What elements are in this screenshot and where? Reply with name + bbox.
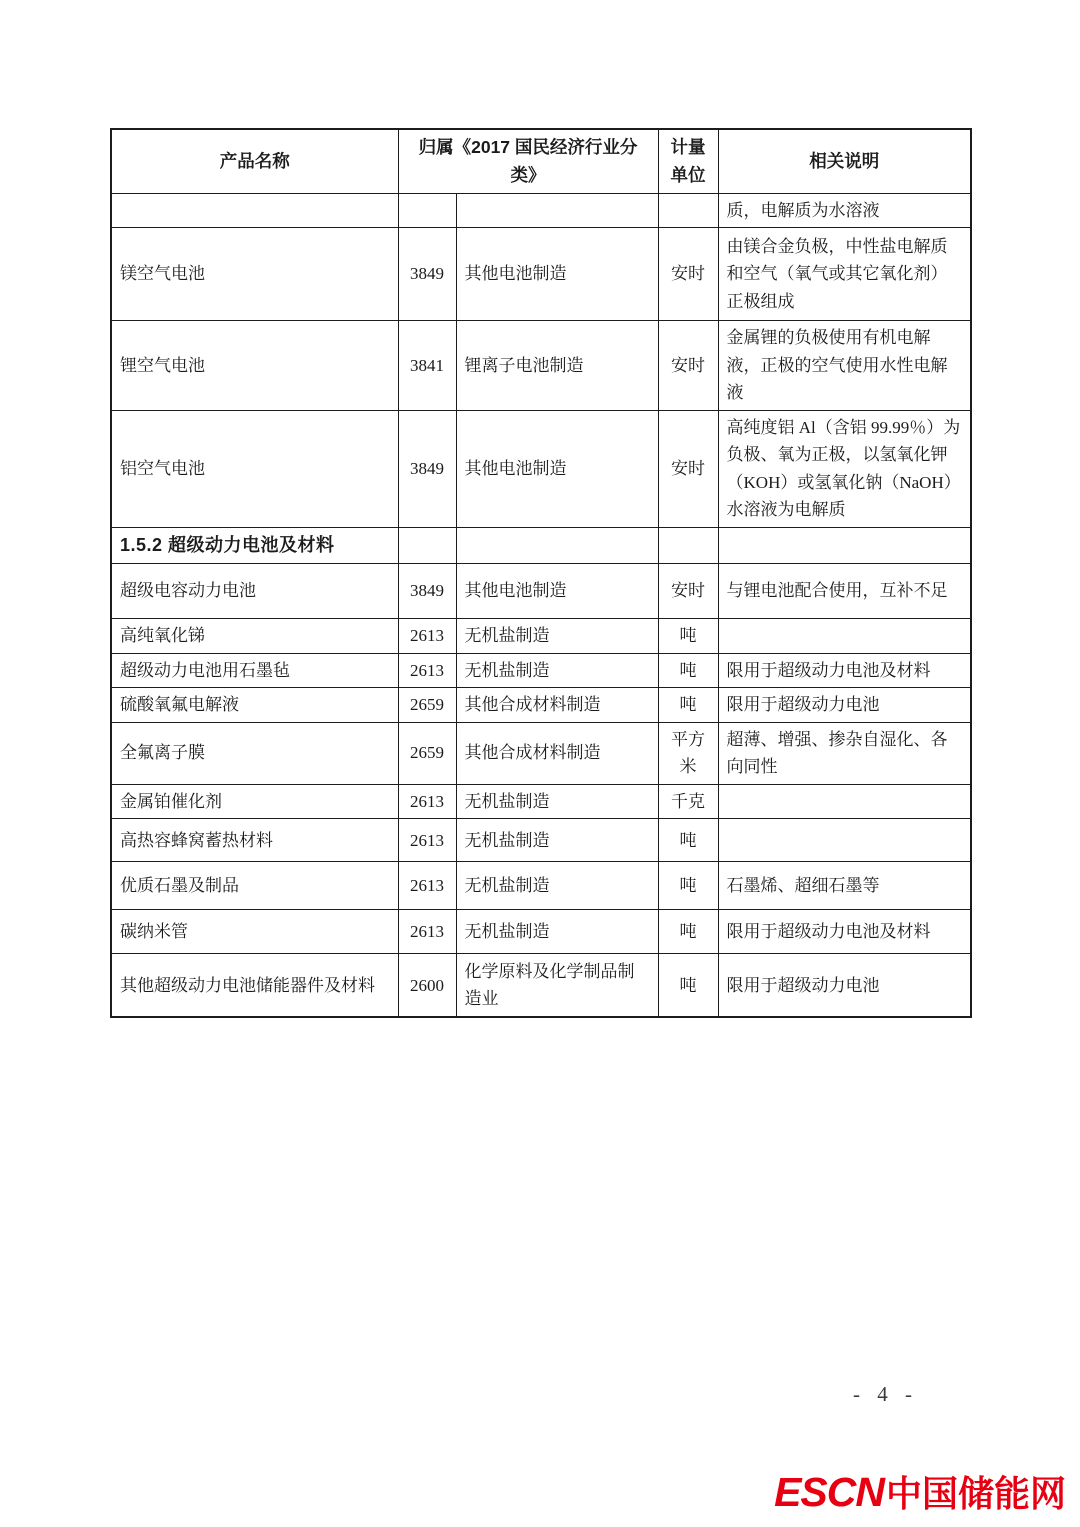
cell-product: 高热容蜂窝蓄热材料: [111, 819, 398, 862]
header-note: 相关说明: [718, 129, 971, 193]
cell-code: 2613: [398, 784, 456, 819]
cell-industry: 其他电池制造: [456, 564, 658, 619]
cell-industry: 其他电池制造: [456, 410, 658, 527]
table-row: [111, 862, 971, 910]
cell-code: 2659: [398, 722, 456, 784]
cell-unit: 吨: [658, 619, 718, 654]
cell-industry: 锂离子电池制造: [456, 321, 658, 411]
cell-industry: 无机盐制造: [456, 862, 658, 910]
table-row: [111, 954, 971, 1018]
cell-note: 限用于超级动力电池: [718, 954, 971, 1018]
logo-escn-text: ESCN: [774, 1469, 884, 1515]
table-row: [111, 228, 971, 321]
table-row: [111, 619, 971, 654]
cell-unit: 吨: [658, 653, 718, 688]
cell-note: 高纯度铝 Al（含铝 99.99％）为负极、氧为正极，以氢氧化钾（KOH）或氢氧化钠（NaOH）水溶液为电解质: [718, 410, 971, 527]
header-unit: 计量单位: [658, 129, 718, 193]
cell-unit: 千克: [658, 784, 718, 819]
header-industry-classification: 归属《2017 国民经济行业分类》: [398, 129, 658, 193]
header-product-name: 产品名称: [111, 129, 398, 193]
cell-industry: 化学原料及化学制品制造业: [456, 954, 658, 1018]
cell-unit: 安时: [658, 410, 718, 527]
cell-unit: 吨: [658, 819, 718, 862]
cell-industry: [456, 527, 658, 563]
cell-unit: 吨: [658, 954, 718, 1018]
cell-unit: 吨: [658, 910, 718, 954]
cell-code: 3849: [398, 410, 456, 527]
cell-product: 超级动力电池用石墨毡: [111, 653, 398, 688]
cell-code: 3841: [398, 321, 456, 411]
cell-product: 其他超级动力电池储能器件及材料: [111, 954, 398, 1018]
cell-note: 超薄、增强、掺杂自湿化、各向同性: [718, 722, 971, 784]
cell-unit: [658, 527, 718, 563]
cell-industry: 无机盐制造: [456, 910, 658, 954]
table-row: [111, 688, 971, 723]
table-row: [111, 784, 971, 819]
header-row: [111, 129, 971, 193]
page-number: - 4 -: [853, 1382, 918, 1406]
cell-code: 3849: [398, 564, 456, 619]
cell-code: 2613: [398, 819, 456, 862]
cell-note: 质，电解质为水溶液: [718, 193, 971, 228]
table-row: [111, 910, 971, 954]
table-row: [111, 410, 971, 527]
cell-product: [111, 193, 398, 228]
cell-unit: 吨: [658, 862, 718, 910]
cell-product: 碳纳米管: [111, 910, 398, 954]
table-row: [111, 819, 971, 862]
cell-product: 镁空气电池: [111, 228, 398, 321]
cell-note: 石墨烯、超细石墨等: [718, 862, 971, 910]
cell-code: 2613: [398, 862, 456, 910]
cell-product: 全氟离子膜: [111, 722, 398, 784]
cell-industry: 其他合成材料制造: [456, 688, 658, 723]
cell-industry: 无机盐制造: [456, 784, 658, 819]
table-header: [111, 129, 971, 193]
cell-note: [718, 819, 971, 862]
cell-product: 硫酸氧氟电解液: [111, 688, 398, 723]
cell-note: 限用于超级动力电池及材料: [718, 910, 971, 954]
cell-unit: [658, 193, 718, 228]
cell-product: 高纯氧化锑: [111, 619, 398, 654]
logo-chinese-text: 中国储能网: [885, 1473, 1066, 1514]
cell-industry: [456, 193, 658, 228]
cell-note: 金属锂的负极使用有机电解液，正极的空气使用水性电解液: [718, 321, 971, 411]
cell-industry: 无机盐制造: [456, 653, 658, 688]
table-row: [111, 564, 971, 619]
cell-note: 由镁合金负极，中性盐电解质和空气（氧气或其它氧化剂）正极组成: [718, 228, 971, 321]
cell-code: 3849: [398, 228, 456, 321]
cell-industry: 无机盐制造: [456, 619, 658, 654]
cell-unit: 平方米: [658, 722, 718, 784]
cell-unit: 安时: [658, 321, 718, 411]
cell-code: 2613: [398, 910, 456, 954]
cell-note: 与锂电池配合使用，互补不足: [718, 564, 971, 619]
cell-industry: 其他合成材料制造: [456, 722, 658, 784]
cell-code: 2600: [398, 954, 456, 1018]
cell-note: [718, 619, 971, 654]
section-header-row: [111, 527, 971, 563]
cell-product: 超级电容动力电池: [111, 564, 398, 619]
cell-product: 铝空气电池: [111, 410, 398, 527]
cell-note: 限用于超级动力电池及材料: [718, 653, 971, 688]
cell-code: 2613: [398, 619, 456, 654]
escn-logo: [774, 1466, 1066, 1517]
cell-product: 锂空气电池: [111, 321, 398, 411]
cell-code: 2659: [398, 688, 456, 723]
table-row: [111, 653, 971, 688]
table-body: [111, 193, 971, 1017]
cell-note: [718, 784, 971, 819]
cell-product: 优质石墨及制品: [111, 862, 398, 910]
product-classification-table: [110, 128, 972, 1018]
table-row: [111, 321, 971, 411]
cell-code: 2613: [398, 653, 456, 688]
cell-industry: 其他电池制造: [456, 228, 658, 321]
cell-unit: 吨: [658, 688, 718, 723]
cell-product: 金属铂催化剂: [111, 784, 398, 819]
cell-unit: 安时: [658, 564, 718, 619]
table-row: [111, 193, 971, 228]
cell-code: [398, 193, 456, 228]
table-row: [111, 722, 971, 784]
cell-code: [398, 527, 456, 563]
cell-unit: 安时: [658, 228, 718, 321]
cell-note: [718, 527, 971, 563]
cell-product: 1.5.2 超级动力电池及材料: [111, 527, 398, 563]
cell-industry: 无机盐制造: [456, 819, 658, 862]
cell-note: 限用于超级动力电池: [718, 688, 971, 723]
